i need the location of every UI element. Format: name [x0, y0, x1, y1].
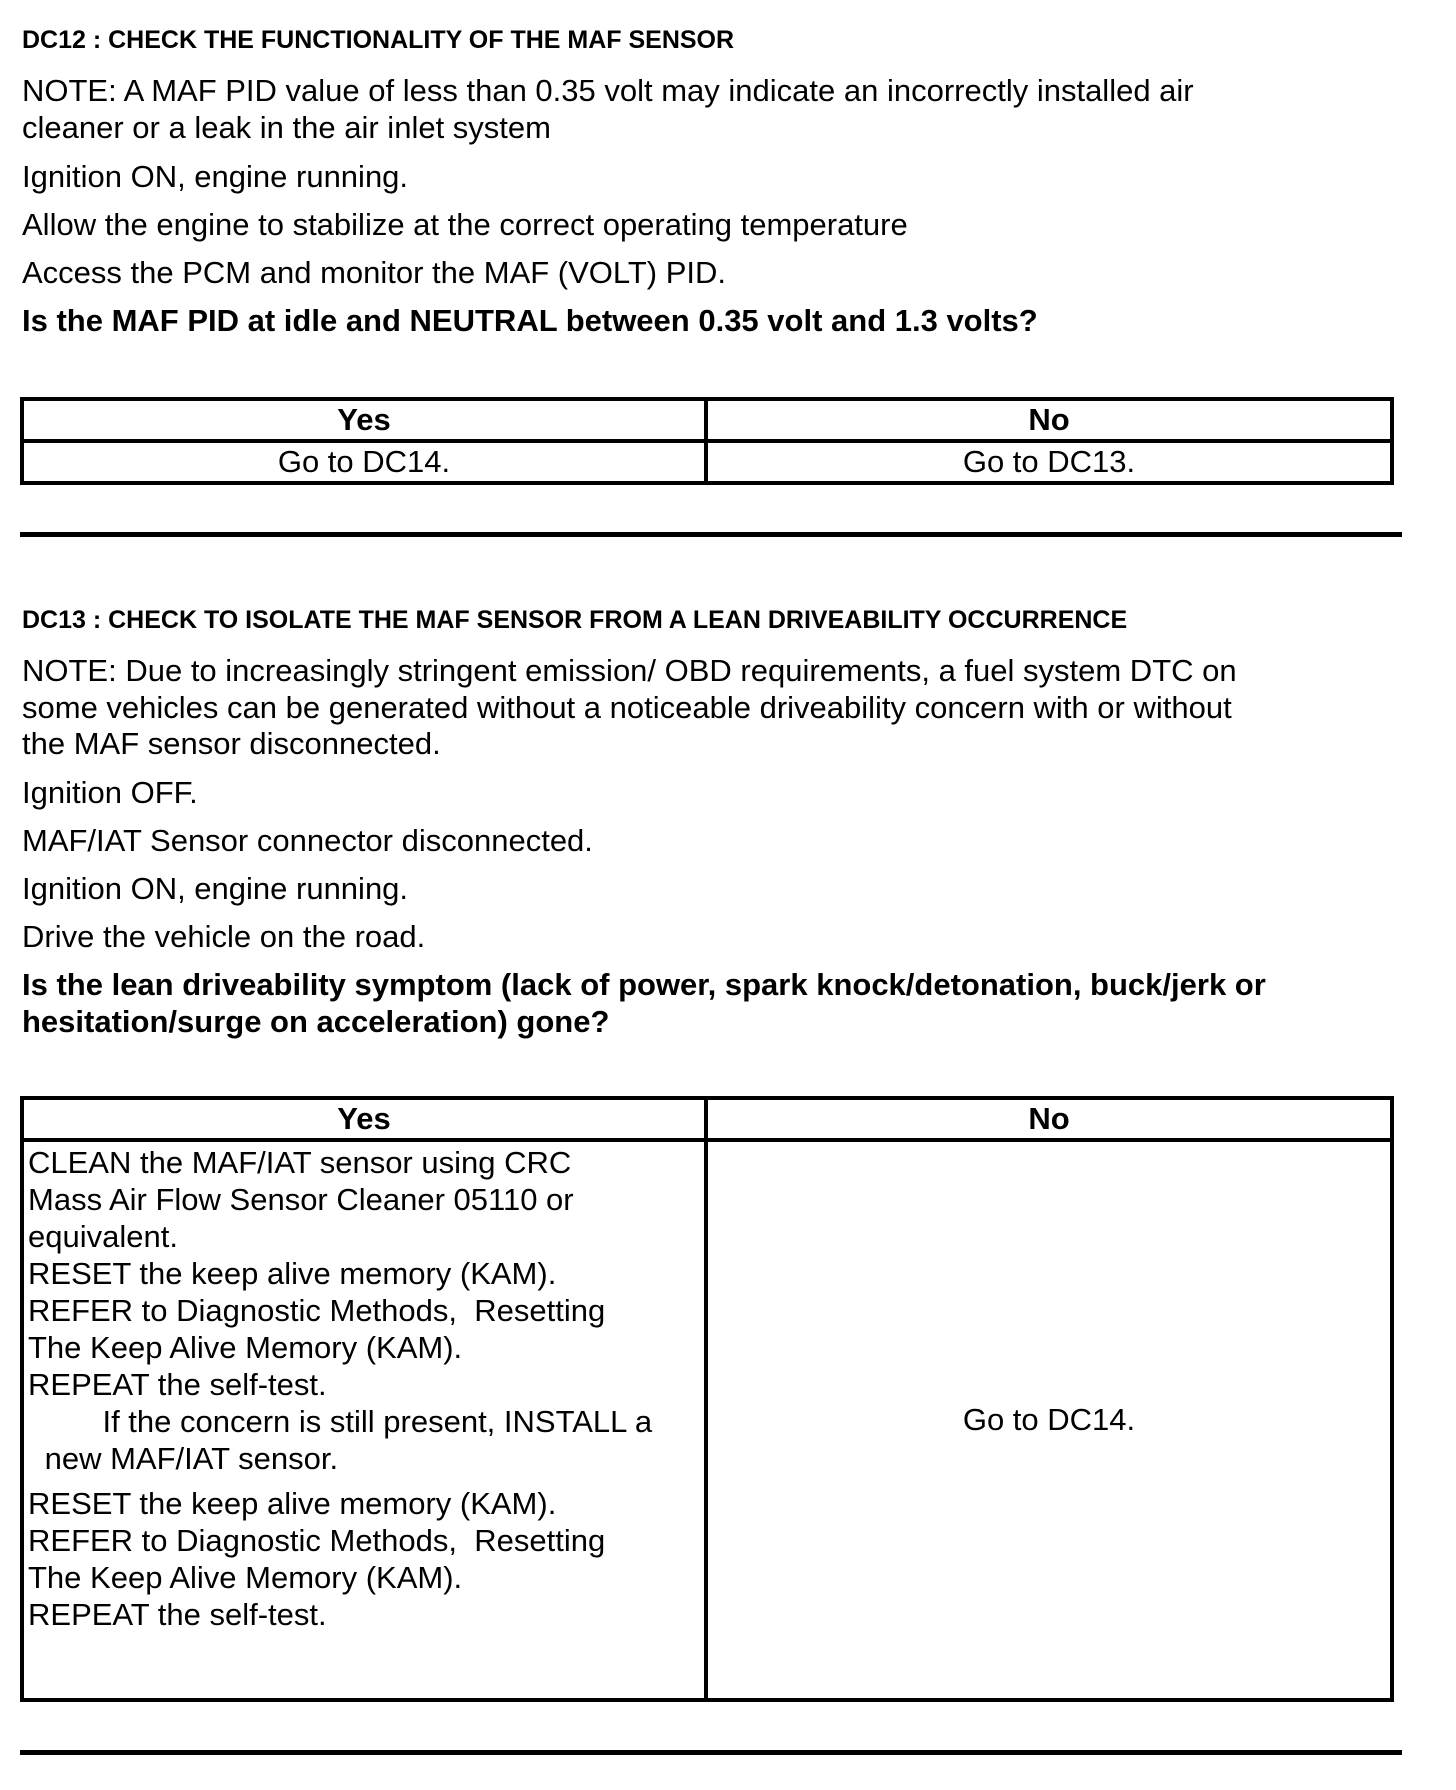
step-text: Access the PCM and monitor the MAF (VOLT) PID. [22, 255, 727, 290]
note-line: NOTE: Due to increasingly stringent emission/ OBD requirements, a fuel system DTC on [22, 653, 1237, 688]
no-header: No [706, 399, 1392, 441]
note-line: the MAF sensor disconnected. [22, 726, 441, 761]
section-title-dc13: DC13 : CHECK TO ISOLATE THE MAF SENSOR FROM A LEAN DRIVEABILITY OCCURRENCE [22, 606, 1128, 634]
yes-line: The Keep Alive Memory (KAM). [28, 1560, 463, 1595]
no-cell: Go to DC14. [706, 1140, 1392, 1700]
yes-line: CLEAN the MAF/IAT sensor using CRC [28, 1145, 572, 1180]
step-text: Allow the engine to stabilize at the correct operating temperature [22, 207, 908, 242]
yes-line: RESET the keep alive memory (KAM). [28, 1256, 557, 1291]
step-text: MAF/IAT Sensor connector disconnected. [22, 823, 593, 858]
section-title-dc12: DC12 : CHECK THE FUNCTIONALITY OF THE MAF SENSOR [22, 26, 735, 54]
section-divider [20, 1750, 1402, 1755]
yes-line: new MAF/IAT sensor. [36, 1441, 339, 1476]
yes-header: Yes [22, 399, 706, 441]
yes-line: equivalent. [28, 1219, 178, 1254]
note-line: cleaner or a leak in the air inlet system [22, 110, 551, 145]
no-header: No [706, 1098, 1392, 1140]
yes-line: REPEAT the self-test. [28, 1367, 327, 1402]
yes-cell [22, 1140, 706, 1700]
step-text: Drive the vehicle on the road. [22, 919, 426, 954]
note-line: NOTE: A MAF PID value of less than 0.35 volt may indicate an incorrectly installed air [22, 73, 1194, 108]
question-text: hesitation/surge on acceleration) gone? [22, 1004, 610, 1039]
yes-cell: Go to DC14. [22, 441, 706, 483]
no-cell: Go to DC13. [706, 441, 1392, 483]
step-text: Ignition OFF. [22, 775, 198, 810]
yes-line: RESET the keep alive memory (KAM). [28, 1486, 557, 1521]
step-text: Ignition ON, engine running. [22, 871, 409, 906]
yes-line: REFER to Diagnostic Methods, Resetting [28, 1523, 606, 1558]
yes-line: REPEAT the self-test. [28, 1597, 327, 1632]
yes-no-table-dc12 [20, 397, 1394, 485]
yes-line: REFER to Diagnostic Methods, Resetting [28, 1293, 606, 1328]
section-divider [20, 532, 1402, 537]
yes-no-table-dc13 [20, 1096, 1394, 1702]
yes-line: If the concern is still present, INSTALL a [68, 1404, 653, 1439]
yes-line: The Keep Alive Memory (KAM). [28, 1330, 463, 1365]
question-text: Is the MAF PID at idle and NEUTRAL between 0.35 volt and 1.3 volts? [22, 303, 1038, 338]
question-text: Is the lean driveability symptom (lack of power, spark knock/detonation, buck/jerk or [22, 967, 1266, 1002]
yes-header: Yes [22, 1098, 706, 1140]
note-line: some vehicles can be generated without a noticeable driveability concern with or without [22, 690, 1232, 725]
yes-line: Mass Air Flow Sensor Cleaner 05110 or [28, 1182, 574, 1217]
step-text: Ignition ON, engine running. [22, 159, 409, 194]
